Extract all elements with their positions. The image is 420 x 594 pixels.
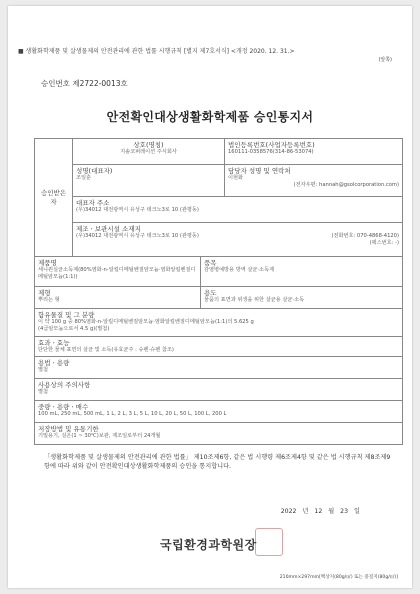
legal-reference: ■ 생활화학제품 및 살생물제의 안전관리에 관한 법률 시행규칙 [별지 제7호서식] <개정 2020. 12. 31.> bbox=[18, 48, 295, 55]
ceo-cell bbox=[73, 165, 225, 197]
issuer-name: 국립환경과학원장 bbox=[160, 538, 257, 552]
storage-label: 저장방법 및 유통기한 bbox=[38, 425, 99, 433]
caution-cell bbox=[35, 379, 403, 401]
factory-address-label: 제조ㆍ보관시설 소재지 bbox=[76, 225, 141, 233]
company-name-cell bbox=[73, 139, 225, 165]
use-value: 물품의 표면과 위생을 위한 살균용 살균·소독 bbox=[204, 297, 305, 304]
item-cell bbox=[201, 257, 403, 287]
form-type-label: 제형 bbox=[38, 289, 51, 297]
volume-label: 중량ㆍ용량ㆍ매수 bbox=[38, 403, 89, 411]
contact-email-value: (전자우편: hannah@gsolcorporation.com) bbox=[293, 181, 399, 188]
registration-number-value: 160111-0358576(314-86-53074) bbox=[228, 149, 314, 156]
contact-label: 담당자 성명 및 연락처 bbox=[228, 167, 291, 175]
registration-number-cell bbox=[225, 139, 403, 165]
product-name-cell bbox=[35, 257, 201, 287]
efficacy-label: 효과ㆍ효능 bbox=[38, 339, 70, 347]
content-label: 함유물질 및 그 분량 bbox=[38, 311, 95, 319]
document-title: 안전확인대상생활화학제품 승인통지서 bbox=[106, 110, 314, 124]
volume-value: 100 mL, 250 mL, 500 mL, 1 L, 2 L, 3 L, 5 L, 10 L, 20 L, 50 L, 100 L, 200 L bbox=[38, 411, 227, 418]
content-value-note: (4급암모늄으로서 4.5 g)(별첨) bbox=[38, 325, 110, 332]
efficacy-cell bbox=[35, 337, 403, 357]
storage-value: 기밀용기, 실온(1 ~ 30℃)보관, 제조일로부터 24개월 bbox=[38, 433, 161, 440]
content-value: 이 약 100 g 중 80%염화-n-알킬디메틸벤질암모늄·염화알킬벤질디메틸암모늄(1:1)의 5.625 g bbox=[38, 319, 254, 326]
use-label: 용도 bbox=[204, 289, 217, 297]
item-label: 품목 bbox=[204, 259, 217, 267]
contact-cell bbox=[225, 165, 403, 197]
dosage-value: 별첨 bbox=[38, 367, 49, 374]
volume-cell bbox=[35, 401, 403, 423]
dosage-label: 용법ㆍ용량 bbox=[38, 359, 70, 367]
storage-cell bbox=[35, 423, 403, 445]
dosage-cell bbox=[35, 357, 403, 379]
approval-number: 승인번호 제2722-0013호 bbox=[41, 79, 128, 88]
official-seal bbox=[255, 528, 283, 556]
applicant-side-label: 승인받은 자 bbox=[35, 139, 73, 257]
company-name-label: 상호(명칭) bbox=[133, 141, 164, 149]
contact-name-value: 이현화 bbox=[228, 175, 244, 182]
ceo-value: 조일훈 bbox=[76, 175, 92, 182]
approval-statement: 「생활화학제품 및 살생물제의 안전관리에 관한 법률」 제10조제6항, 같은 법 시행령 제6조제4항 및 같은 법 시행규칙 제8조제9항에 따라 위와 같이 안전확인대상생활화학제품의 승인을 통지합니다. bbox=[44, 454, 391, 470]
paper-spec: 210mm×297mm[백상지(80g/㎡) 또는 중질지(80g/㎡)] bbox=[279, 575, 398, 580]
product-name-value: 세니퀀실균소독제(80%염화-n-알킬디메틸벤질암모늄·염화알킬벤질디메틸암모늄(1:1)) bbox=[38, 267, 196, 280]
factory-address-cell bbox=[73, 223, 403, 257]
document-sheet bbox=[8, 6, 412, 588]
form-type-value: 뿌리는 형 bbox=[38, 297, 60, 304]
use-cell bbox=[201, 287, 403, 309]
form-type-cell bbox=[35, 287, 201, 309]
factory-address-value: (우)34012 대전광역시 유성구 테크노3로 10 (관평동) bbox=[76, 233, 199, 240]
phone-value: (전화번호: 070-4868-4120) bbox=[331, 233, 399, 240]
ceo-label: 성명(대표자) bbox=[76, 167, 113, 175]
headquarters-address-label: 대표자 주소 bbox=[76, 199, 110, 207]
registration-number-label: 법인등록번호(사업자등록번호) bbox=[228, 141, 315, 149]
caution-value: 별첨 bbox=[38, 389, 49, 396]
fax-value: (팩스번호: -) bbox=[369, 239, 399, 246]
company-name-value: 지솔코퍼레이션 주식회사 bbox=[120, 149, 177, 156]
approval-form-table bbox=[34, 138, 403, 445]
headquarters-address-cell bbox=[73, 197, 403, 223]
content-cell bbox=[35, 309, 403, 337]
caution-label: 사용상의 주의사항 bbox=[38, 381, 91, 389]
item-value: 감염병예방용 방역 살균·소독제 bbox=[204, 267, 275, 274]
page-side-note: (앞쪽) bbox=[378, 57, 392, 63]
product-name-label: 제품명 bbox=[38, 259, 57, 267]
headquarters-address-value: (우)34012 대전광역시 유성구 테크노3로 10 (관평동) bbox=[76, 207, 199, 214]
issue-date: 2022 년 12 월 23 일 bbox=[280, 508, 360, 515]
efficacy-value: 단단한 물체 표면의 살균 및 소독(유효균주 : 슈펜·슈펜 참조) bbox=[38, 347, 174, 354]
